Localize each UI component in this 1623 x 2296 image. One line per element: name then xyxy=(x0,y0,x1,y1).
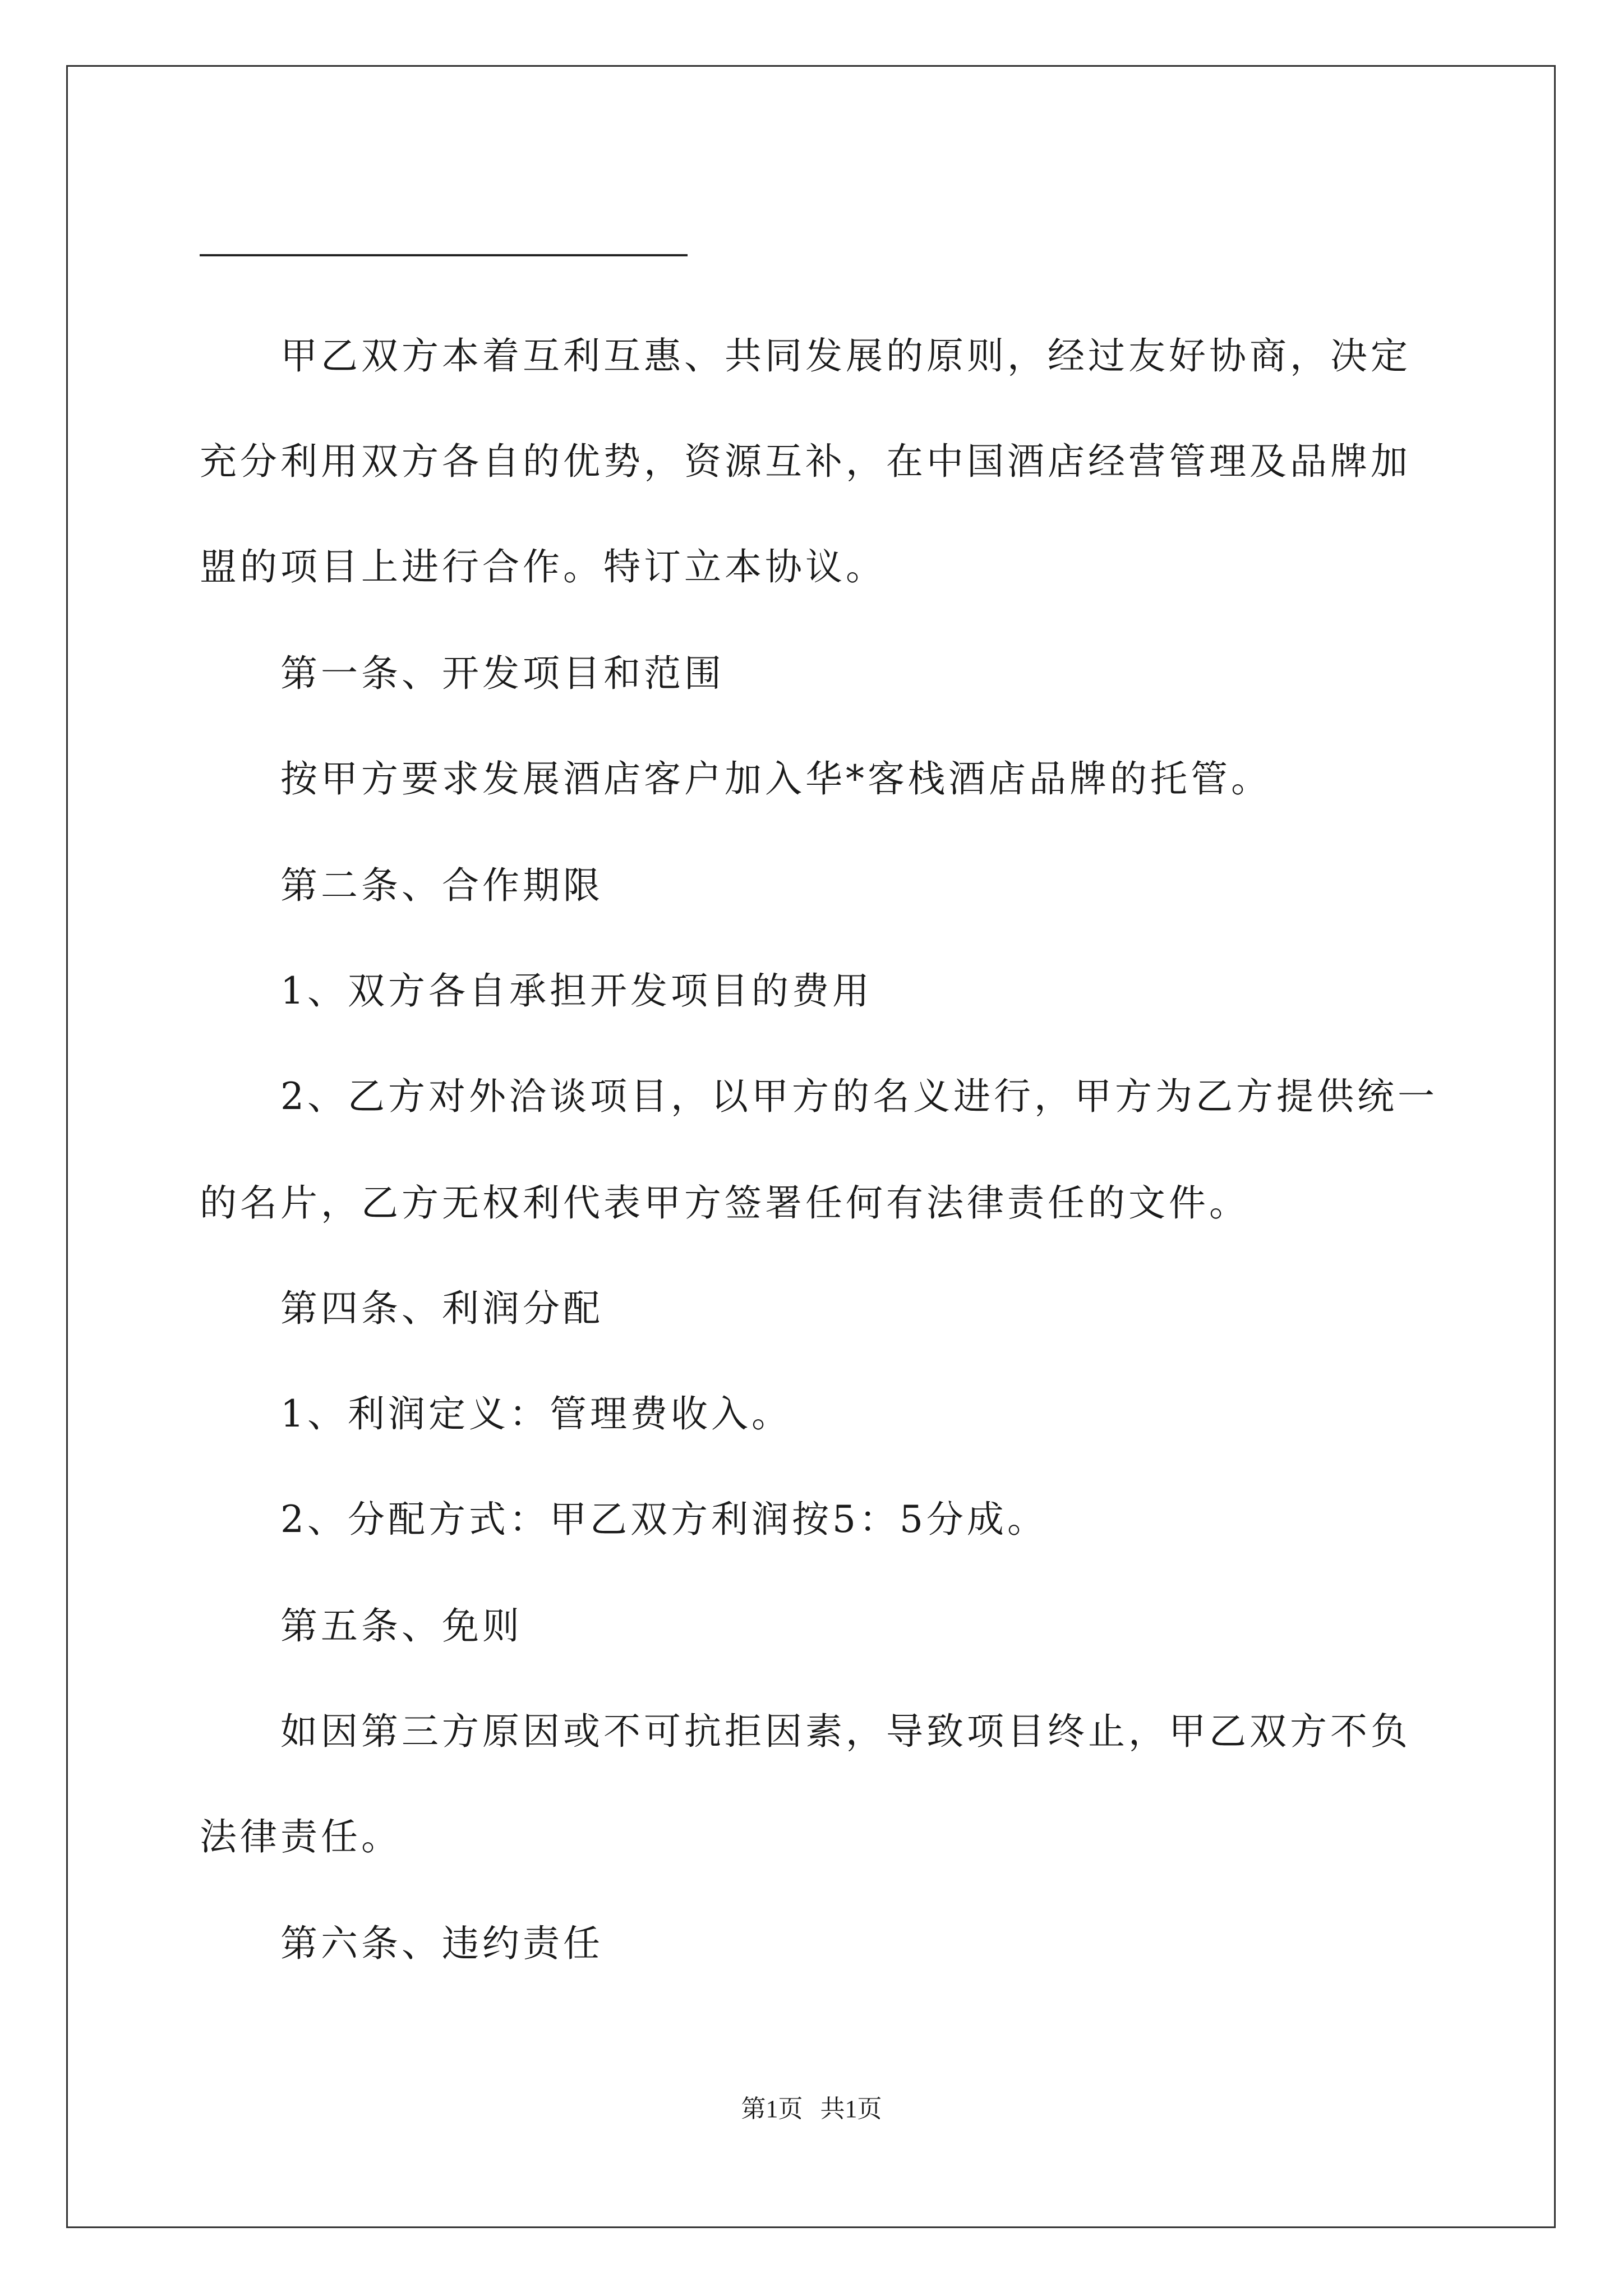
section-heading: 第五条、免则 xyxy=(280,1604,523,1648)
paragraph-line: 法律责任。 xyxy=(200,1815,402,1858)
page-footer xyxy=(0,2097,1623,2122)
section-heading: 第六条、违约责任 xyxy=(280,1922,603,1965)
paragraph-line: 1、利润定义：管理费收入。 xyxy=(280,1392,792,1435)
section-heading: 第四条、利润分配 xyxy=(280,1287,603,1330)
page-number: 第1页 xyxy=(741,2095,803,2123)
paragraph-line: 甲乙双方本着互利互惠、共同发展的原则，经过友好协商，决定 xyxy=(280,334,1411,378)
page-total: 共1页 xyxy=(820,2095,882,2123)
top-rule xyxy=(200,254,688,256)
paragraph-line: 盟的项目上进行合作。特订立本协议。 xyxy=(200,545,886,588)
paragraph-line: 按甲方要求发展酒店客户加入华*客栈酒店品牌的托管。 xyxy=(280,757,1271,800)
paragraph-line: 的名片，乙方无权利代表甲方签署任何有法律责任的文件。 xyxy=(200,1181,1249,1225)
paragraph-line: 1、双方各自承担开发项目的费用 xyxy=(280,969,873,1013)
paragraph-line: 充分利用双方各自的优势，资源互补，在中国酒店经营管理及品牌加 xyxy=(200,440,1411,483)
paragraph-line: 2、乙方对外洽谈项目，以甲方的名义进行，甲方为乙方提供统一 xyxy=(280,1075,1438,1118)
page-frame xyxy=(66,65,1556,2228)
section-heading: 第二条、合作期限 xyxy=(280,864,603,907)
section-heading: 第一条、开发项目和范围 xyxy=(280,652,725,695)
paragraph-line: 2、分配方式：甲乙双方利润按5：5分成。 xyxy=(280,1498,1048,1541)
paragraph-line: 如因第三方原因或不可抗拒因素，导致项目终止，甲乙双方不负 xyxy=(280,1710,1411,1753)
